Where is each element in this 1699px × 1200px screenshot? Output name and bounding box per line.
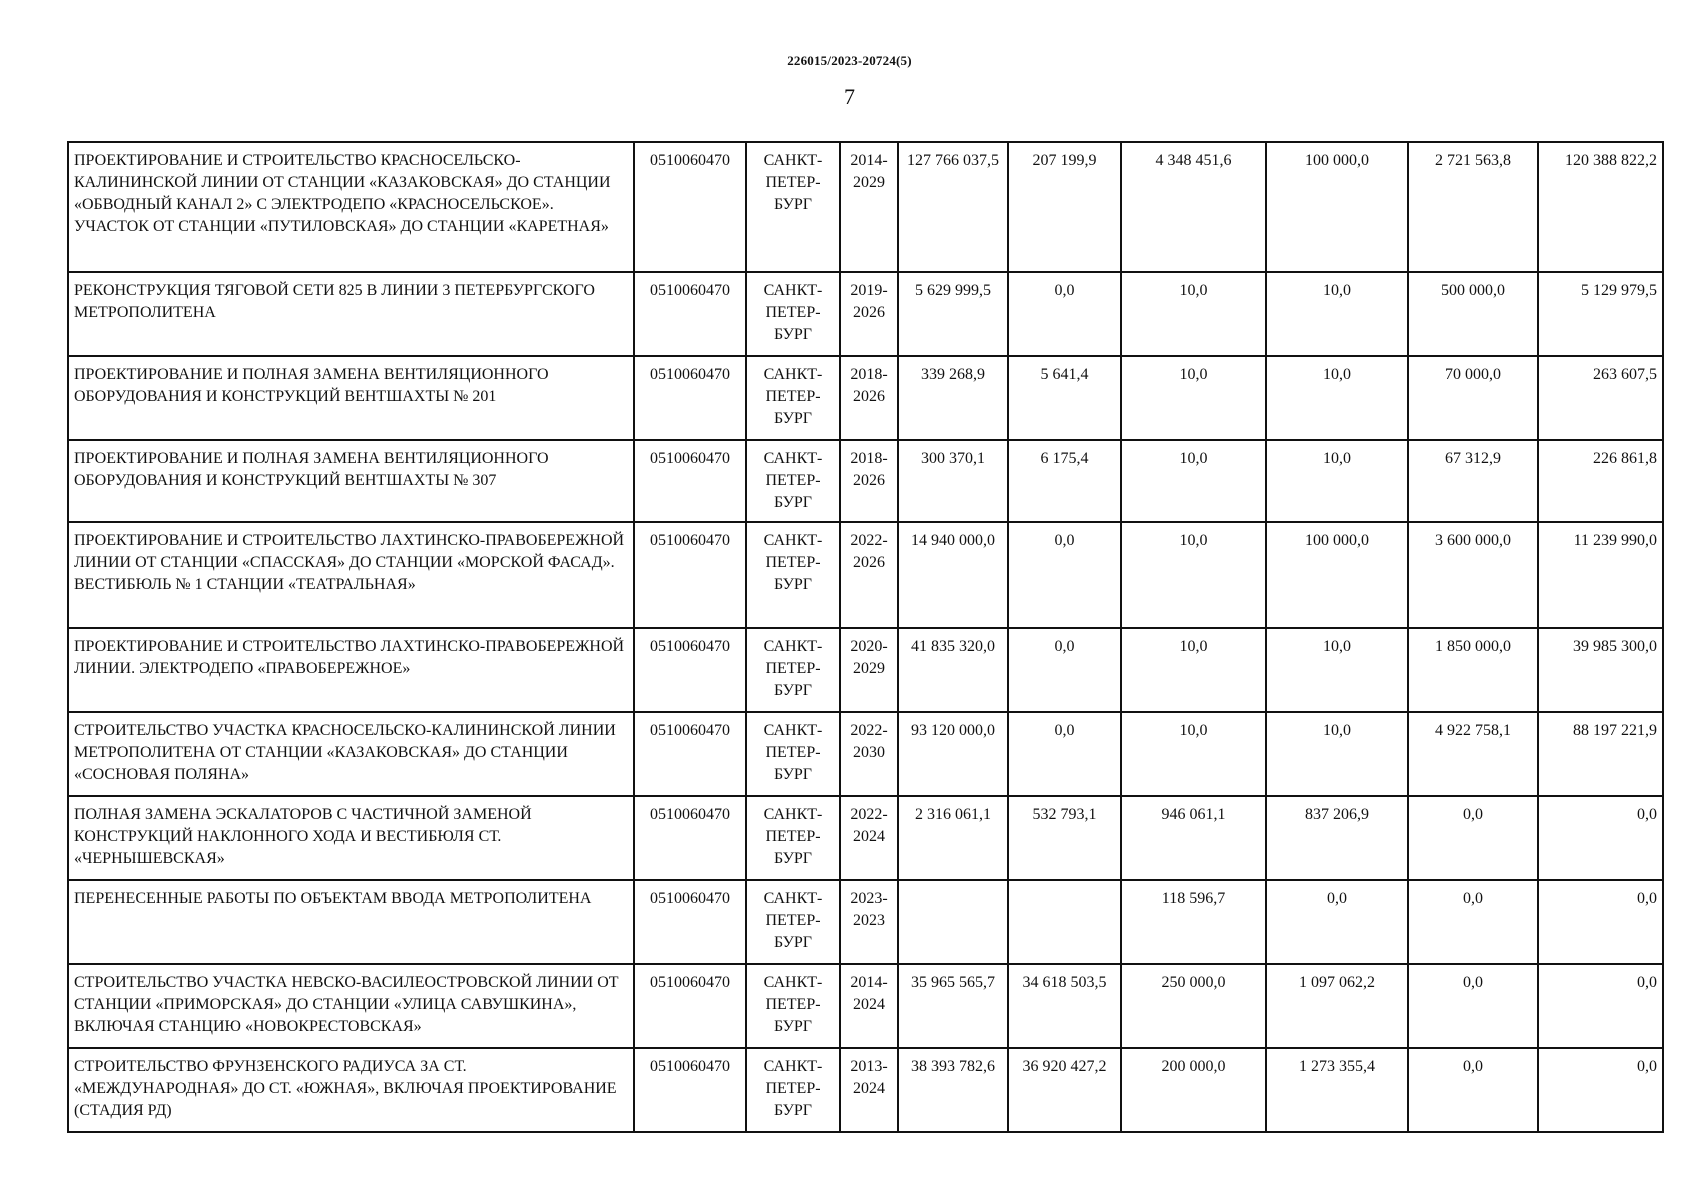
value-6: 88 197 221,9	[1538, 712, 1663, 796]
value-2: 5 641,4	[1008, 356, 1121, 440]
object-name: ПРОЕКТИРОВАНИЕ И СТРОИТЕЛЬСТВО ЛАХТИНСКО-ПРАВОБЕРЕЖНОЙ ЛИНИИ ОТ СТАНЦИИ «СПАССКАЯ» ДО СТАНЦИИ «МОРСКОЙ ФАСАД». ВЕСТИБЮЛЬ № 1 СТАНЦИИ «ТЕАТРАЛЬНАЯ»	[68, 522, 634, 628]
value-4: 10,0	[1266, 440, 1408, 522]
object-name: СТРОИТЕЛЬСТВО ФРУНЗЕНСКОГО РАДИУСА ЗА СТ. «МЕЖДУНАРОДНАЯ» ДО СТ. «ЮЖНАЯ», ВКЛЮЧАЯ ПРОЕКТИРОВАНИЕ (СТАДИЯ РД)	[68, 1048, 634, 1132]
document-id: 226015/2023-20724(5)	[787, 53, 912, 68]
region: САНКТ-ПЕТЕР-БУРГ	[746, 796, 840, 880]
budget-code: 0510060470	[634, 964, 746, 1048]
period: 2014-2024	[840, 964, 898, 1048]
value-5: 3 600 000,0	[1408, 522, 1538, 628]
value-3: 250 000,0	[1121, 964, 1266, 1048]
value-4: 0,0	[1266, 880, 1408, 964]
table-row	[68, 628, 1663, 712]
period: 2013-2024	[840, 1048, 898, 1132]
value-2: 34 618 503,5	[1008, 964, 1121, 1048]
region: САНКТ-ПЕТЕР-БУРГ	[746, 1048, 840, 1132]
value-6: 263 607,5	[1538, 356, 1663, 440]
value-3: 200 000,0	[1121, 1048, 1266, 1132]
value-5: 70 000,0	[1408, 356, 1538, 440]
table-row	[68, 796, 1663, 880]
value-6: 39 985 300,0	[1538, 628, 1663, 712]
value-5: 4 922 758,1	[1408, 712, 1538, 796]
value-3: 10,0	[1121, 440, 1266, 522]
value-3: 118 596,7	[1121, 880, 1266, 964]
value-2: 0,0	[1008, 272, 1121, 356]
region: САНКТ-ПЕТЕР-БУРГ	[746, 712, 840, 796]
value-4: 100 000,0	[1266, 142, 1408, 272]
object-name: ПЕРЕНЕСЕННЫЕ РАБОТЫ ПО ОБЪЕКТАМ ВВОДА МЕТРОПОЛИТЕНА	[68, 880, 634, 964]
value-4: 10,0	[1266, 628, 1408, 712]
table-row	[68, 712, 1663, 796]
period: 2018-2026	[840, 440, 898, 522]
period: 2023-2023	[840, 880, 898, 964]
value-5: 0,0	[1408, 964, 1538, 1048]
investment-table	[67, 141, 1664, 1133]
value-4: 10,0	[1266, 272, 1408, 356]
value-6: 0,0	[1538, 880, 1663, 964]
value-5: 0,0	[1408, 880, 1538, 964]
value-6: 0,0	[1538, 1048, 1663, 1132]
value-4: 837 206,9	[1266, 796, 1408, 880]
object-name: ПОЛНАЯ ЗАМЕНА ЭСКАЛАТОРОВ С ЧАСТИЧНОЙ ЗАМЕНОЙ КОНСТРУКЦИЙ НАКЛОННОГО ХОДА И ВЕСТИБЮЛЯ СТ. «ЧЕРНЫШЕВСКАЯ»	[68, 796, 634, 880]
budget-code: 0510060470	[634, 712, 746, 796]
value-6: 226 861,8	[1538, 440, 1663, 522]
value-5: 1 850 000,0	[1408, 628, 1538, 712]
table-row	[68, 1048, 1663, 1132]
budget-code: 0510060470	[634, 522, 746, 628]
region: САНКТ-ПЕТЕР-БУРГ	[746, 272, 840, 356]
region: САНКТ-ПЕТЕР-БУРГ	[746, 142, 840, 272]
value-1: 41 835 320,0	[898, 628, 1008, 712]
value-6: 0,0	[1538, 964, 1663, 1048]
value-1: 35 965 565,7	[898, 964, 1008, 1048]
value-5: 0,0	[1408, 1048, 1538, 1132]
value-2: 0,0	[1008, 522, 1121, 628]
budget-code: 0510060470	[634, 142, 746, 272]
table-row	[68, 272, 1663, 356]
value-3: 946 061,1	[1121, 796, 1266, 880]
period: 2020-2029	[840, 628, 898, 712]
table-row	[68, 440, 1663, 522]
region: САНКТ-ПЕТЕР-БУРГ	[746, 880, 840, 964]
value-2: 207 199,9	[1008, 142, 1121, 272]
value-1: 38 393 782,6	[898, 1048, 1008, 1132]
value-4: 1 273 355,4	[1266, 1048, 1408, 1132]
object-name: ПРОЕКТИРОВАНИЕ И ПОЛНАЯ ЗАМЕНА ВЕНТИЛЯЦИОННОГО ОБОРУДОВАНИЯ И КОНСТРУКЦИЙ ВЕНТШАХТЫ № 307	[68, 440, 634, 522]
budget-code: 0510060470	[634, 628, 746, 712]
value-1: 300 370,1	[898, 440, 1008, 522]
budget-code: 0510060470	[634, 356, 746, 440]
object-name: СТРОИТЕЛЬСТВО УЧАСТКА КРАСНОСЕЛЬСКО-КАЛИНИНСКОЙ ЛИНИИ МЕТРОПОЛИТЕНА ОТ СТАНЦИИ «КАЗАКОВСКАЯ» ДО СТАНЦИИ «СОСНОВАЯ ПОЛЯНА»	[68, 712, 634, 796]
period: 2022-2030	[840, 712, 898, 796]
period: 2018-2026	[840, 356, 898, 440]
region: САНКТ-ПЕТЕР-БУРГ	[746, 440, 840, 522]
value-1: 339 268,9	[898, 356, 1008, 440]
value-3: 10,0	[1121, 628, 1266, 712]
region: САНКТ-ПЕТЕР-БУРГ	[746, 356, 840, 440]
region: САНКТ-ПЕТЕР-БУРГ	[746, 628, 840, 712]
value-6: 0,0	[1538, 796, 1663, 880]
value-3: 10,0	[1121, 356, 1266, 440]
budget-code: 0510060470	[634, 1048, 746, 1132]
period: 2022-2026	[840, 522, 898, 628]
object-name: ПРОЕКТИРОВАНИЕ И ПОЛНАЯ ЗАМЕНА ВЕНТИЛЯЦИОННОГО ОБОРУДОВАНИЯ И КОНСТРУКЦИЙ ВЕНТШАХТЫ № 201	[68, 356, 634, 440]
value-1: 127 766 037,5	[898, 142, 1008, 272]
period: 2014-2029	[840, 142, 898, 272]
value-2: 532 793,1	[1008, 796, 1121, 880]
value-1: 93 120 000,0	[898, 712, 1008, 796]
object-name: СТРОИТЕЛЬСТВО УЧАСТКА НЕВСКО-ВАСИЛЕОСТРОВСКОЙ ЛИНИИ ОТ СТАНЦИИ «ПРИМОРСКАЯ» ДО СТАНЦИИ «УЛИЦА САВУШКИНА», ВКЛЮЧАЯ СТАНЦИЮ «НОВОКРЕСТОВСКАЯ»	[68, 964, 634, 1048]
value-4: 1 097 062,2	[1266, 964, 1408, 1048]
value-1	[898, 880, 1008, 964]
value-2: 0,0	[1008, 628, 1121, 712]
value-6: 11 239 990,0	[1538, 522, 1663, 628]
table-row	[68, 880, 1663, 964]
value-5: 2 721 563,8	[1408, 142, 1538, 272]
value-3: 4 348 451,6	[1121, 142, 1266, 272]
value-6: 120 388 822,2	[1538, 142, 1663, 272]
region: САНКТ-ПЕТЕР-БУРГ	[746, 522, 840, 628]
table-row	[68, 964, 1663, 1048]
value-3: 10,0	[1121, 712, 1266, 796]
value-5: 67 312,9	[1408, 440, 1538, 522]
object-name: ПРОЕКТИРОВАНИЕ И СТРОИТЕЛЬСТВО КРАСНОСЕЛЬСКО-КАЛИНИНСКОЙ ЛИНИИ ОТ СТАНЦИИ «КАЗАКОВСКАЯ» ДО СТАНЦИИ «ОБВОДНЫЙ КАНАЛ 2» С ЭЛЕКТРОДЕПО «КРАСНОСЕЛЬСКОЕ». УЧАСТОК ОТ СТАНЦИИ «ПУТИЛОВСКАЯ» ДО СТАНЦИИ «КАРЕТНАЯ»	[68, 142, 634, 272]
value-1: 5 629 999,5	[898, 272, 1008, 356]
value-1: 2 316 061,1	[898, 796, 1008, 880]
value-5: 0,0	[1408, 796, 1538, 880]
value-4: 100 000,0	[1266, 522, 1408, 628]
value-4: 10,0	[1266, 356, 1408, 440]
region: САНКТ-ПЕТЕР-БУРГ	[746, 964, 840, 1048]
object-name: ПРОЕКТИРОВАНИЕ И СТРОИТЕЛЬСТВО ЛАХТИНСКО-ПРАВОБЕРЕЖНОЙ ЛИНИИ. ЭЛЕКТРОДЕПО «ПРАВОБЕРЕЖНОЕ»	[68, 628, 634, 712]
value-2: 6 175,4	[1008, 440, 1121, 522]
value-3: 10,0	[1121, 272, 1266, 356]
table-row	[68, 142, 1663, 272]
table-row	[68, 356, 1663, 440]
page-number: 7	[844, 84, 855, 109]
budget-code: 0510060470	[634, 880, 746, 964]
value-5: 500 000,0	[1408, 272, 1538, 356]
value-2	[1008, 880, 1121, 964]
value-3: 10,0	[1121, 522, 1266, 628]
period: 2022-2024	[840, 796, 898, 880]
value-1: 14 940 000,0	[898, 522, 1008, 628]
period: 2019-2026	[840, 272, 898, 356]
budget-code: 0510060470	[634, 796, 746, 880]
value-4: 10,0	[1266, 712, 1408, 796]
value-6: 5 129 979,5	[1538, 272, 1663, 356]
table-row	[68, 522, 1663, 628]
object-name: РЕКОНСТРУКЦИЯ ТЯГОВОЙ СЕТИ 825 В ЛИНИИ 3 ПЕТЕРБУРГСКОГО МЕТРОПОЛИТЕНА	[68, 272, 634, 356]
budget-code: 0510060470	[634, 272, 746, 356]
value-2: 36 920 427,2	[1008, 1048, 1121, 1132]
value-2: 0,0	[1008, 712, 1121, 796]
budget-code: 0510060470	[634, 440, 746, 522]
